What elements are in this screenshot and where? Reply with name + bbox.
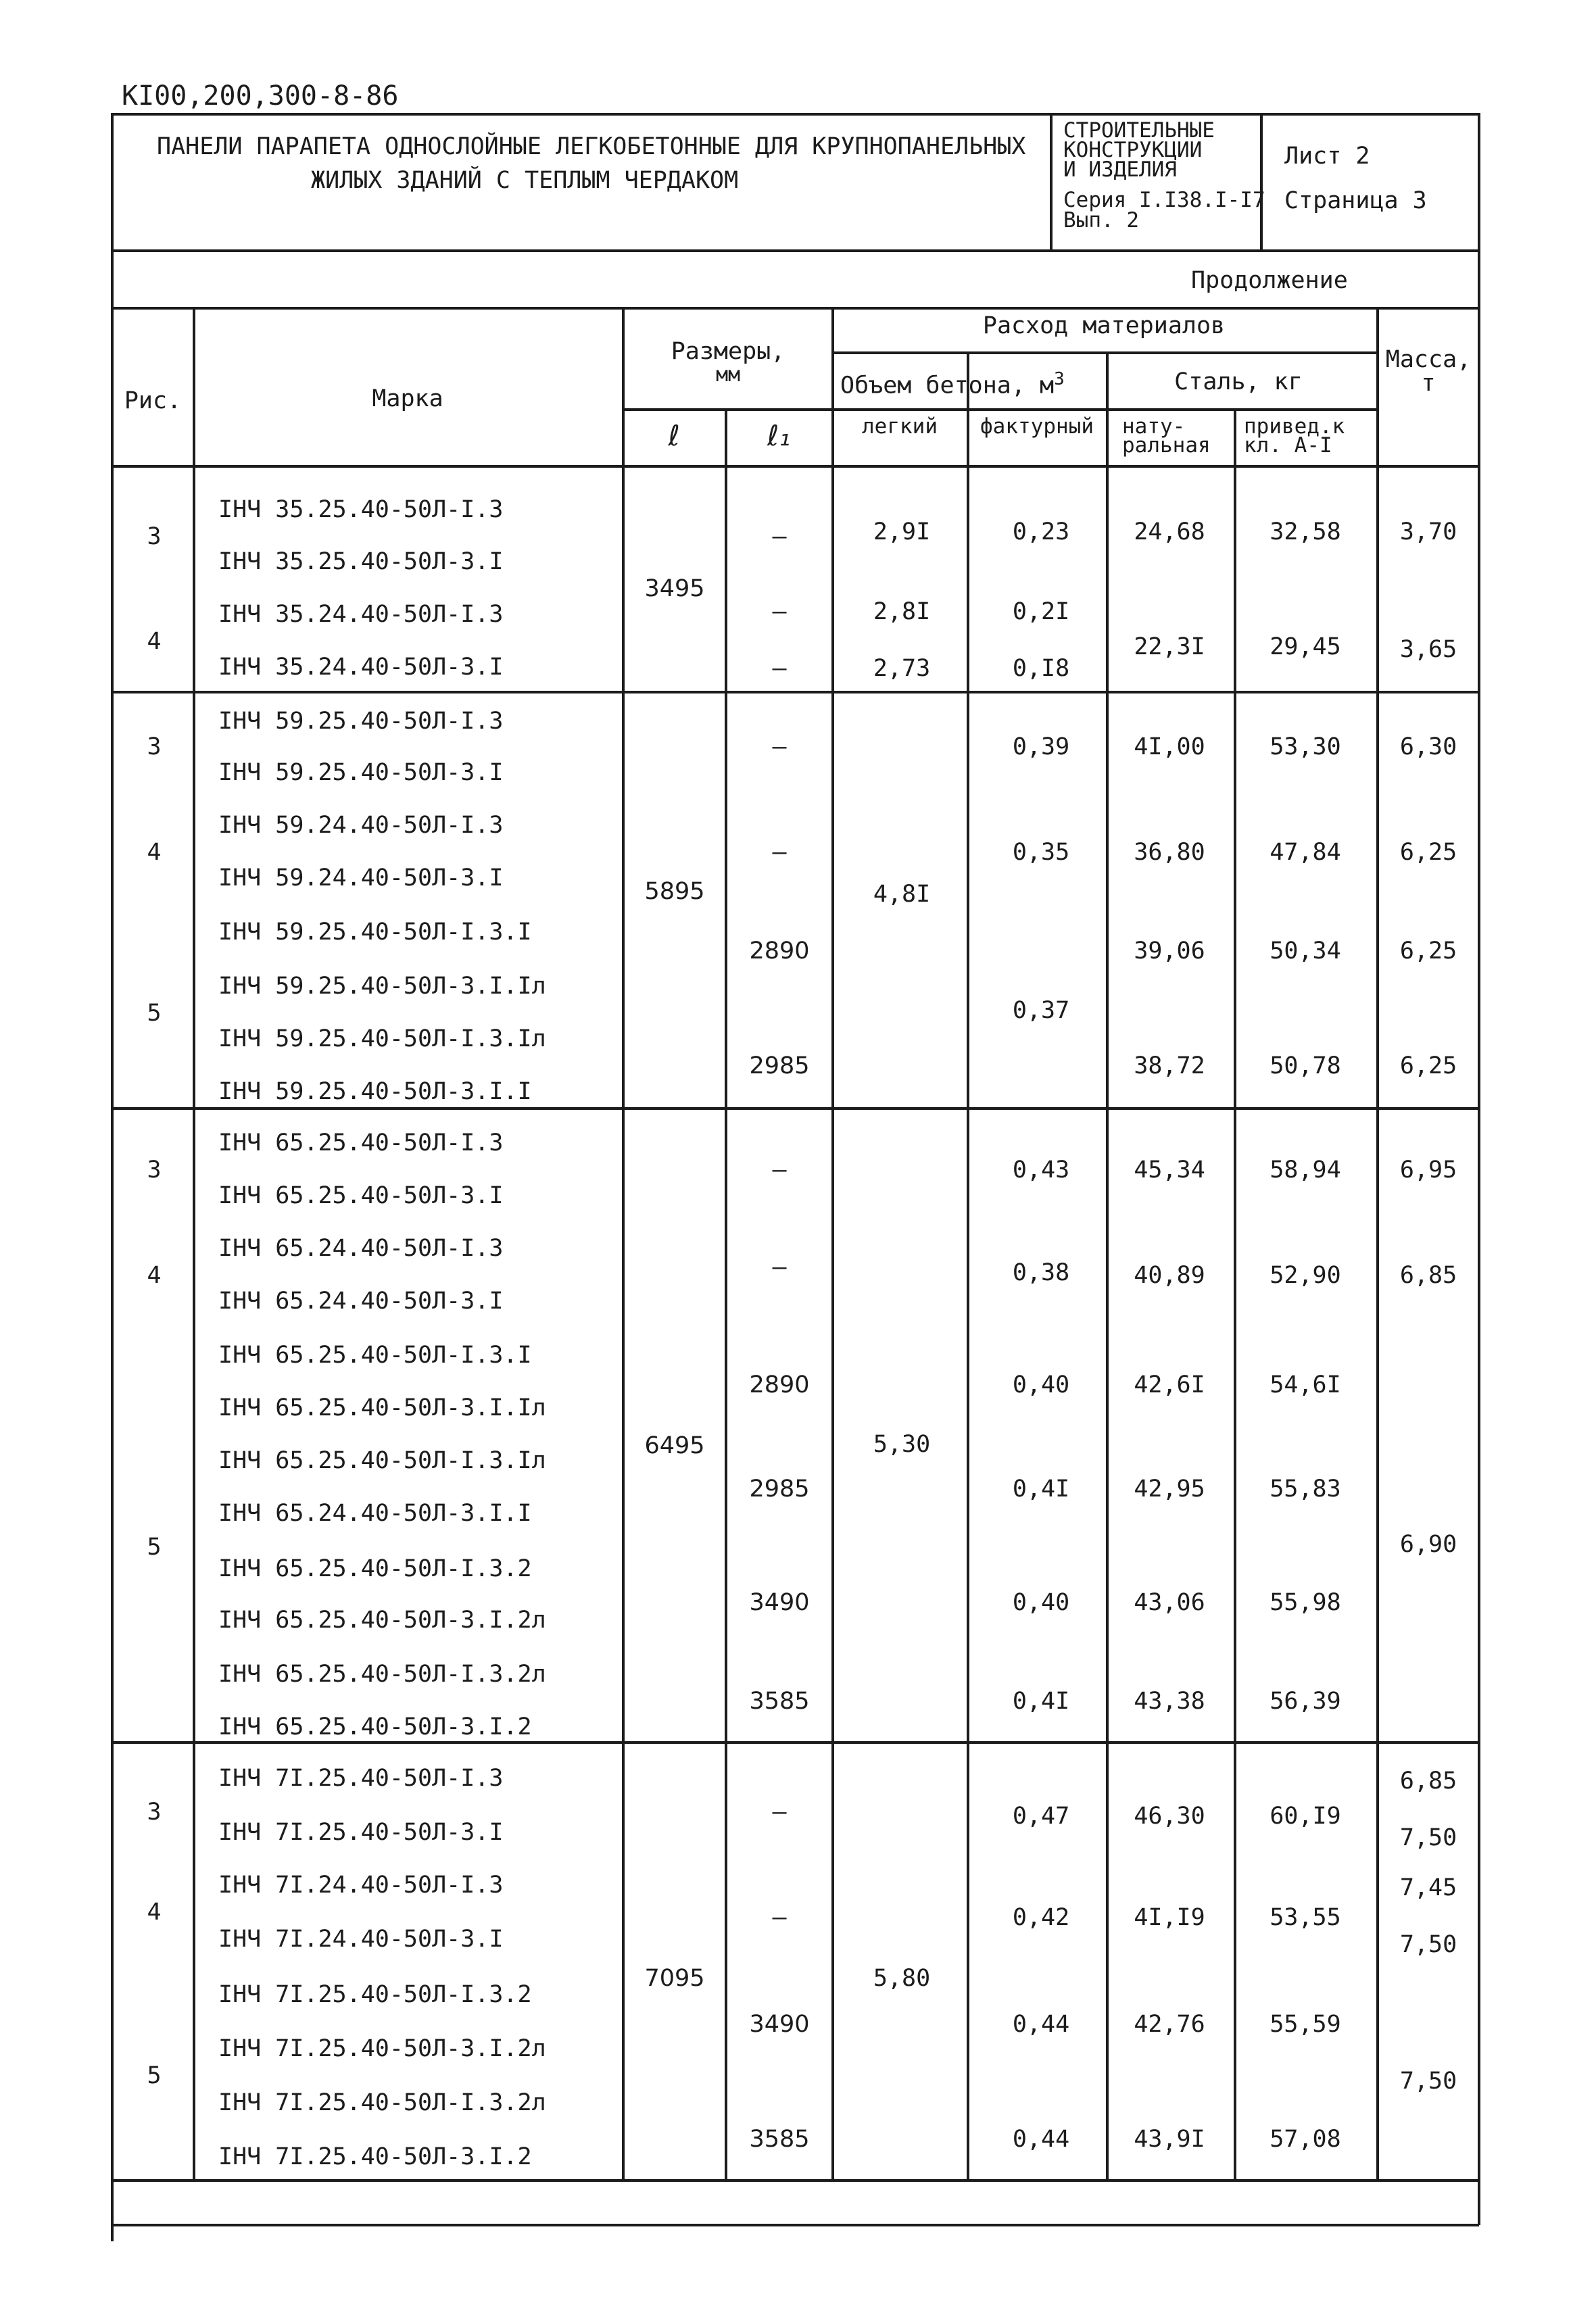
steel-reduced-cell: 50,78 <box>1269 1052 1341 1079</box>
header-mark: Марка <box>372 385 443 412</box>
mark-cell: IНЧ 35.25.40-50Л-I.3 <box>218 496 504 523</box>
l1-cell: 3585 <box>749 2126 810 2153</box>
steel-natural-cell: 43,06 <box>1134 1589 1205 1616</box>
facing-concrete-cell: 0,I8 <box>1012 655 1070 682</box>
header-concrete-sup: 3 <box>1054 369 1065 389</box>
facing-concrete-cell: 0,4I <box>1012 1688 1070 1715</box>
mass-cell: 7,50 <box>1399 1824 1457 1851</box>
steel-natural-cell: 24,68 <box>1134 518 1205 545</box>
mark-cell: IНЧ 59.25.40-50Л-3.I <box>218 759 504 786</box>
mark-cell: IНЧ 65.24.40-50Л-3.I <box>218 1288 504 1315</box>
steel-reduced-cell: 29,45 <box>1269 633 1341 660</box>
mark-cell: IНЧ 65.25.40-50Л-I.3.I <box>218 1342 532 1369</box>
header-facing: фактурный <box>980 414 1094 439</box>
header-natural-1: нату- <box>1122 414 1186 439</box>
fig-cell: 3 <box>147 1156 162 1184</box>
continuation-label: Продолжение <box>1191 267 1348 294</box>
mark-cell: IНЧ 59.25.40-50Л-3.I.I <box>218 1078 532 1105</box>
l1-cell: – <box>772 839 787 866</box>
mass-cell: 6,25 <box>1399 1052 1457 1079</box>
l1-cell: 3490 <box>749 1589 810 1616</box>
l1-cell: 3490 <box>749 2011 810 2038</box>
mark-cell: IНЧ 7I.25.40-50Л-3.I.2 <box>218 2143 532 2170</box>
facing-concrete-cell: 0,43 <box>1012 1156 1070 1184</box>
page-number: Страница 3 <box>1284 187 1427 214</box>
header-light: легкий <box>862 414 938 439</box>
mark-cell: IНЧ 7I.25.40-50Л-I.3 <box>218 1765 504 1792</box>
header-natural-2: ральная <box>1122 433 1211 458</box>
l-cell: 7095 <box>644 1965 705 1992</box>
mark-cell: IНЧ 65.24.40-50Л-3.I.I <box>218 1500 532 1527</box>
steel-reduced-cell: 50,34 <box>1269 937 1341 965</box>
steel-reduced-cell: 53,55 <box>1269 1904 1341 1931</box>
mass-cell: 6,30 <box>1399 733 1457 760</box>
l1-cell: – <box>772 1156 787 1184</box>
steel-natural-cell: 39,06 <box>1134 937 1205 965</box>
facing-concrete-cell: 0,44 <box>1012 2126 1070 2153</box>
mark-cell: IНЧ 7I.24.40-50Л-3.I <box>218 1926 504 1953</box>
mass-cell: 7,45 <box>1399 1874 1457 1901</box>
mark-cell: IНЧ 65.25.40-50Л-I.3.2л <box>218 1661 546 1688</box>
steel-natural-cell: 42,95 <box>1134 1476 1205 1503</box>
header-l: ℓ <box>668 419 680 452</box>
l1-cell: 2890 <box>749 937 810 965</box>
series-line-3: И ИЗДЕЛИЯ <box>1063 157 1177 182</box>
mark-cell: IНЧ 59.25.40-50Л-I.3.I <box>218 919 532 946</box>
light-concrete-cell: 2,73 <box>873 655 931 682</box>
l-cell: 6495 <box>644 1432 705 1459</box>
steel-reduced-cell: 52,90 <box>1269 1262 1341 1289</box>
mark-cell: IНЧ 35.24.40-50Л-I.3 <box>218 601 504 628</box>
steel-natural-cell: 4I,00 <box>1134 733 1205 760</box>
fig-cell: 5 <box>147 1000 162 1027</box>
l1-cell: – <box>772 523 787 550</box>
mark-cell: IНЧ 59.24.40-50Л-I.3 <box>218 812 504 839</box>
steel-natural-cell: 45,34 <box>1134 1156 1205 1184</box>
steel-reduced-cell: 47,84 <box>1269 839 1341 866</box>
facing-concrete-cell: 0,37 <box>1012 997 1070 1024</box>
steel-natural-cell: 43,38 <box>1134 1688 1205 1715</box>
header-sizes: Размеры, <box>671 338 785 365</box>
fig-cell: 4 <box>147 1899 162 1926</box>
mark-cell: IНЧ 65.24.40-50Л-I.3 <box>218 1235 504 1262</box>
mass-cell: 6,95 <box>1399 1156 1457 1184</box>
header-concrete: Объем бетона, $м^3$ <box>840 369 1065 399</box>
mass-cell: 6,85 <box>1399 1262 1457 1289</box>
l1-cell: – <box>772 733 787 760</box>
steel-reduced-cell: 55,59 <box>1269 2011 1341 2038</box>
l-cell: 3495 <box>644 575 705 602</box>
fig-cell: 4 <box>147 839 162 866</box>
light-concrete-cell: 5,80 <box>873 1965 931 1992</box>
steel-reduced-cell: 55,98 <box>1269 1589 1341 1616</box>
mass-cell: 6,85 <box>1399 1768 1457 1795</box>
mass-cell: 7,50 <box>1399 2068 1457 2095</box>
mass-cell: 3,65 <box>1399 636 1457 663</box>
mark-cell: IНЧ 65.25.40-50Л-I.3.2 <box>218 1555 532 1582</box>
fig-cell: 4 <box>147 628 162 655</box>
header-materials: Расход материалов <box>982 312 1226 339</box>
document-title-line-2: ЖИЛЫХ ЗДАНИЙ С ТЕПЛЫМ ЧЕРДАКОМ <box>311 167 739 194</box>
l1-cell: – <box>772 655 787 682</box>
l-cell: 5895 <box>644 878 705 905</box>
mark-cell: IНЧ 35.24.40-50Л-3.I <box>218 654 504 681</box>
steel-natural-cell: 40,89 <box>1134 1262 1205 1289</box>
header-sizes-unit: мм <box>715 363 741 387</box>
facing-concrete-cell: 0,40 <box>1012 1371 1070 1398</box>
header-reduced-2: кл. А-I <box>1244 433 1332 458</box>
facing-concrete-cell: 0,2I <box>1012 598 1070 625</box>
mass-cell: 6,25 <box>1399 937 1457 965</box>
mass-cell: 6,90 <box>1399 1531 1457 1558</box>
mark-cell: IНЧ 59.25.40-50Л-I.3 <box>218 708 504 735</box>
mass-cell: 6,25 <box>1399 839 1457 866</box>
fig-cell: 5 <box>147 1534 162 1561</box>
mark-cell: IНЧ 7I.25.40-50Л-3.I <box>218 1819 504 1846</box>
document-title-line-1: ПАНЕЛИ ПАРАПЕТА ОДНОСЛОЙНЫЕ ЛЕГКОБЕТОННЫЕ ДЛЯ КРУПНОПАНЕЛЬНЫХ <box>157 133 1026 160</box>
series-line-5: Вып. 2 <box>1063 208 1139 233</box>
light-concrete-cell: 4,8I <box>873 881 931 908</box>
facing-concrete-cell: 0,44 <box>1012 2011 1070 2038</box>
steel-reduced-cell: 55,83 <box>1269 1476 1341 1503</box>
light-concrete-cell: 2,9I <box>873 518 931 545</box>
steel-reduced-cell: 54,6I <box>1269 1371 1341 1398</box>
l1-cell: 2985 <box>749 1052 810 1079</box>
steel-reduced-cell: 60,I9 <box>1269 1803 1341 1830</box>
l1-cell: 2985 <box>749 1476 810 1503</box>
facing-concrete-cell: 0,38 <box>1012 1259 1070 1286</box>
mark-cell: IНЧ 65.25.40-50Л-I.3.Iл <box>218 1447 546 1474</box>
mark-cell: IНЧ 7I.25.40-50Л-I.3.2л <box>218 2089 546 2116</box>
facing-concrete-cell: 0,4I <box>1012 1476 1070 1503</box>
mark-cell: IНЧ 7I.25.40-50Л-3.I.2л <box>218 2035 546 2062</box>
steel-natural-cell: 4I,I9 <box>1134 1904 1205 1931</box>
facing-concrete-cell: 0,42 <box>1012 1904 1070 1931</box>
mass-cell: 3,70 <box>1399 518 1457 545</box>
facing-concrete-cell: 0,39 <box>1012 733 1070 760</box>
l1-cell: – <box>772 1904 787 1931</box>
mark-cell: IНЧ 65.25.40-50Л-3.I <box>218 1182 504 1209</box>
mark-cell: IНЧ 7I.24.40-50Л-I.3 <box>218 1872 504 1899</box>
steel-natural-cell: 42,76 <box>1134 2011 1205 2038</box>
steel-natural-cell: 42,6I <box>1134 1371 1205 1398</box>
sheet-number: Лист 2 <box>1284 143 1370 170</box>
header-reduced-1: привед.к <box>1244 414 1345 439</box>
steel-reduced-cell: 58,94 <box>1269 1156 1341 1184</box>
mark-cell: IНЧ 59.24.40-50Л-3.I <box>218 864 504 892</box>
l1-cell: – <box>772 1799 787 1826</box>
steel-reduced-cell: 32,58 <box>1269 518 1341 545</box>
steel-reduced-cell: 53,30 <box>1269 733 1341 760</box>
fig-cell: 3 <box>147 523 162 550</box>
l1-cell: – <box>772 1254 787 1281</box>
series-line-1: СТРОИТЕЛЬНЫЕ <box>1063 118 1215 143</box>
mark-cell: IНЧ 65.25.40-50Л-3.I.2л <box>218 1607 546 1634</box>
facing-concrete-cell: 0,47 <box>1012 1803 1070 1830</box>
series-line-2: КОНСТРУКЦИИ <box>1063 138 1203 162</box>
fig-cell: 5 <box>147 2062 162 2089</box>
mark-cell: IНЧ 59.25.40-50Л-I.3.Iл <box>218 1025 546 1052</box>
steel-natural-cell: 43,9I <box>1134 2126 1205 2153</box>
document-code: КI00,200,300-8-86 <box>122 80 399 112</box>
facing-concrete-cell: 0,35 <box>1012 839 1070 866</box>
fig-cell: 3 <box>147 1799 162 1826</box>
steel-reduced-cell: 57,08 <box>1269 2126 1341 2153</box>
header-mass: Масса, <box>1385 346 1472 373</box>
header-fig: Рис. <box>124 387 182 414</box>
header-mass-unit: т <box>1421 370 1436 397</box>
header-steel: Сталь, кг <box>1174 368 1303 395</box>
fig-cell: 4 <box>147 1262 162 1289</box>
mark-cell: IНЧ 35.25.40-50Л-3.I <box>218 548 504 575</box>
facing-concrete-cell: 0,23 <box>1012 518 1070 545</box>
header-l1: ℓ₁ <box>767 419 791 452</box>
facing-concrete-cell: 0,40 <box>1012 1589 1070 1616</box>
l1-cell: 2890 <box>749 1371 810 1398</box>
mass-cell: 7,50 <box>1399 1931 1457 1958</box>
steel-reduced-cell: 56,39 <box>1269 1688 1341 1715</box>
mark-cell: IНЧ 65.25.40-50Л-I.3 <box>218 1129 504 1156</box>
steel-natural-cell: 46,30 <box>1134 1803 1205 1830</box>
series-line-4: Серия I.I38.I-I7 <box>1063 188 1265 212</box>
steel-natural-cell: 36,80 <box>1134 839 1205 866</box>
steel-natural-cell: 38,72 <box>1134 1052 1205 1079</box>
l1-cell: – <box>772 598 787 625</box>
mark-cell: IНЧ 59.25.40-50Л-3.I.Iл <box>218 973 546 1000</box>
light-concrete-cell: 2,8I <box>873 598 931 625</box>
steel-natural-cell: 22,3I <box>1134 633 1205 660</box>
l1-cell: 3585 <box>749 1688 810 1715</box>
mark-cell: IНЧ 65.25.40-50Л-3.I.2 <box>218 1713 532 1740</box>
fig-cell: 3 <box>147 733 162 760</box>
light-concrete-cell: 5,30 <box>873 1431 931 1458</box>
mark-cell: IНЧ 7I.25.40-50Л-I.3.2 <box>218 1981 532 2008</box>
mark-cell: IНЧ 65.25.40-50Л-3.I.Iл <box>218 1394 546 1421</box>
